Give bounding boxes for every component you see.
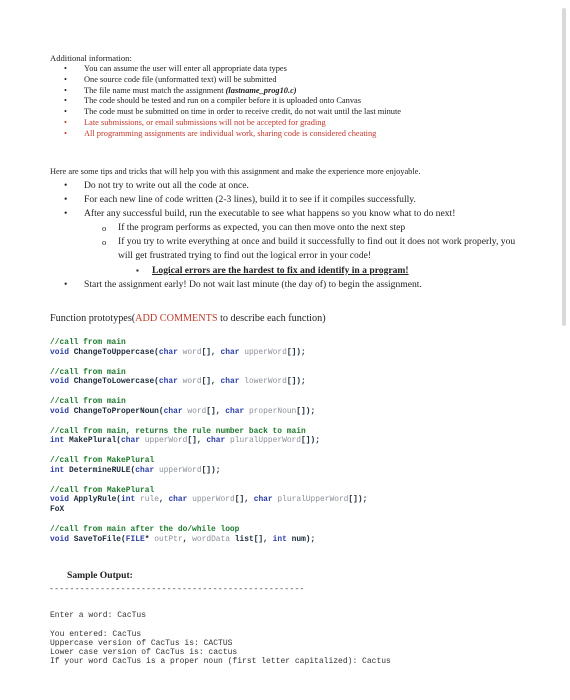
code-token: [], [206, 406, 226, 416]
additional-info-item [50, 129, 401, 140]
code-token: DetermineRULE( [64, 465, 136, 475]
code-comment: //call from MakePlural [50, 485, 155, 495]
code-token: char [253, 495, 273, 505]
code-comment: //call from main [50, 367, 126, 377]
code-comment: //call from main [50, 338, 126, 347]
code-token: MakePlural( [64, 436, 122, 446]
code-token: char [163, 406, 183, 416]
tip-subitem: o If the program performs as expected, you can then move onto the next step [50, 221, 530, 235]
prototype-block [50, 486, 367, 515]
additional-info-item [50, 64, 401, 75]
additional-info-text: You can assume the user will enter all appropriate data types [84, 64, 287, 73]
sample-output-line: If your word CacTus is a proper noun (first letter capitalized): Cactus [50, 657, 391, 667]
tip-item: • After any successful build, run the executable to see what happens so you know what to do next! [50, 207, 530, 221]
prototype-block [50, 525, 367, 544]
vertical-scrollbar[interactable] [562, 8, 566, 326]
prototype-block [50, 456, 367, 475]
additional-info-item [50, 118, 401, 129]
code-token: word [177, 377, 202, 387]
sample-output-line: You entered: CacTus [50, 629, 142, 639]
code-token: , [182, 534, 193, 544]
code-token: , [158, 495, 169, 505]
prototypes-title [50, 313, 326, 324]
additional-info-text: All programming assignments are individual work, sharing code is considered cheating [84, 128, 377, 138]
code-token: int [121, 495, 136, 505]
sample-output-line: Uppercase version of CacTus is: CACTUS [50, 638, 233, 648]
code-token: int [50, 436, 65, 446]
code-token: ChangeToLowercase( [68, 377, 159, 387]
code-signature [50, 377, 367, 387]
code-token: ChangeToUppercase( [68, 347, 159, 357]
code-token: char [220, 377, 240, 387]
prototypes-title-suffix: to describe each function) [217, 313, 326, 324]
code-token: [], [201, 347, 221, 357]
code-token: FILE [125, 534, 145, 544]
code-token: void [50, 495, 69, 505]
code-comment: //call from main, returns the rule number back to main [50, 426, 306, 436]
code-signature [50, 348, 367, 358]
sample-output-title: Sample Output: [67, 570, 133, 581]
prototypes-title-prefix: Function prototypes( [50, 313, 136, 324]
code-token: char [135, 465, 155, 475]
tip-item: • Start the assignment early! Do not wait last minute (the day of) to begin the assignment. [50, 278, 530, 292]
code-token: []); [348, 495, 368, 505]
additional-info-text: The code must be submitted on time in order to receive credit, do not wait until the last minute [84, 107, 402, 117]
prototype-code [50, 338, 367, 555]
code-token: int [272, 534, 287, 544]
tip-subitem: o If you try to write everything at once and build it successfully to find out it does not work properly, you will get frustrated trying to find out the logical error in your code! [50, 235, 530, 263]
code-token: []); [286, 347, 306, 357]
code-token: word [182, 406, 207, 416]
code-token: upperWord [154, 465, 202, 475]
prototypes-title-red: ADD COMMENTS [135, 313, 218, 324]
code-token: []); [201, 465, 221, 475]
additional-info-item [50, 86, 401, 97]
code-token: list[], [230, 534, 273, 544]
tips-list [50, 179, 530, 292]
code-token: void [50, 534, 69, 544]
code-token: rule [135, 495, 159, 505]
code-token: [], [234, 495, 254, 505]
prototype-block [50, 338, 367, 357]
additional-info-text: Late submissions, or email submissions will not be accepted for grading [84, 117, 326, 127]
additional-info-item [50, 107, 401, 118]
code-token: upperWord [187, 495, 235, 505]
code-token: SaveToFile( [68, 534, 126, 544]
additional-info-text: The code should be tested and run on a compiler before it is uploaded onto Canvas [84, 96, 361, 106]
code-comment: //call from main [50, 397, 126, 407]
code-token: void [50, 377, 69, 387]
additional-info-text: One source code file (unformatted text) will be submitted [84, 74, 277, 84]
additional-info-title: Additional information: [50, 53, 132, 63]
sample-output [50, 611, 391, 667]
code-token: wordData [192, 534, 231, 544]
code-token: lowerWord [239, 377, 287, 387]
code-token: [], [187, 436, 207, 446]
sample-divider: -------------------------------------------------- [49, 585, 305, 594]
additional-info-item [50, 96, 401, 107]
code-signature [50, 407, 367, 417]
code-token: []); [296, 406, 316, 416]
code-token: int [50, 465, 65, 475]
prototype-block [50, 368, 367, 387]
code-signature [50, 535, 367, 545]
code-token: [], [201, 377, 221, 387]
code-signature [50, 466, 367, 476]
code-token: upperWord [140, 436, 188, 446]
code-token: pluralUpperWord [272, 495, 349, 505]
code-token: * [144, 534, 155, 544]
code-token: num); [286, 534, 316, 544]
code-token: properNoun [244, 406, 297, 416]
tip-subsubitem: ▪ Logical errors are the hardest to fix and identify in a program! [50, 264, 530, 278]
sample-output-line [50, 620, 391, 629]
code-token: void [50, 406, 69, 416]
prototype-block [50, 427, 367, 446]
sample-output-line: Lower case version of CacTus is: cactus [50, 648, 238, 658]
code-token: char [121, 436, 140, 446]
code-signature [50, 495, 367, 505]
code-token: char [158, 347, 178, 357]
code-token: outPtr [154, 534, 183, 544]
code-token: ApplyRule( [68, 495, 122, 505]
additional-info-text: The file name must match the assignment [84, 85, 226, 95]
code-extra: FoX [50, 505, 65, 515]
code-token: char [206, 436, 226, 446]
code-token: []); [301, 436, 320, 446]
code-comment: //call from MakePlural [50, 456, 155, 466]
code-comment: //call from main after the do/while loop [50, 525, 240, 535]
code-token: char [168, 495, 188, 505]
additional-info-item [50, 75, 401, 86]
prototype-block [50, 397, 367, 416]
code-token: void [50, 347, 69, 357]
code-token: upperWord [239, 347, 287, 357]
filename-format: (lastname_prog10.c) [225, 85, 297, 95]
code-token: word [177, 347, 202, 357]
code-token: pluralUpperWord [225, 436, 302, 446]
code-token: char [158, 377, 178, 387]
code-token: char [220, 347, 240, 357]
code-token: char [225, 406, 245, 416]
tips-intro: Here are some tips and tricks that will help you with this assignment and make the experience more enjoyable. [50, 167, 421, 176]
tip-item: • Do not try to write out all the code at once. [50, 179, 530, 193]
sample-output-line: Enter a word: CacTus [50, 611, 147, 620]
code-signature [50, 436, 367, 446]
code-token: []); [286, 377, 306, 387]
additional-info-list [50, 64, 401, 140]
tip-item: • For each new line of code written (2-3 lines), build it to see if it compiles successfully. [50, 193, 530, 207]
code-token: ChangeToProperNoun( [68, 406, 164, 416]
